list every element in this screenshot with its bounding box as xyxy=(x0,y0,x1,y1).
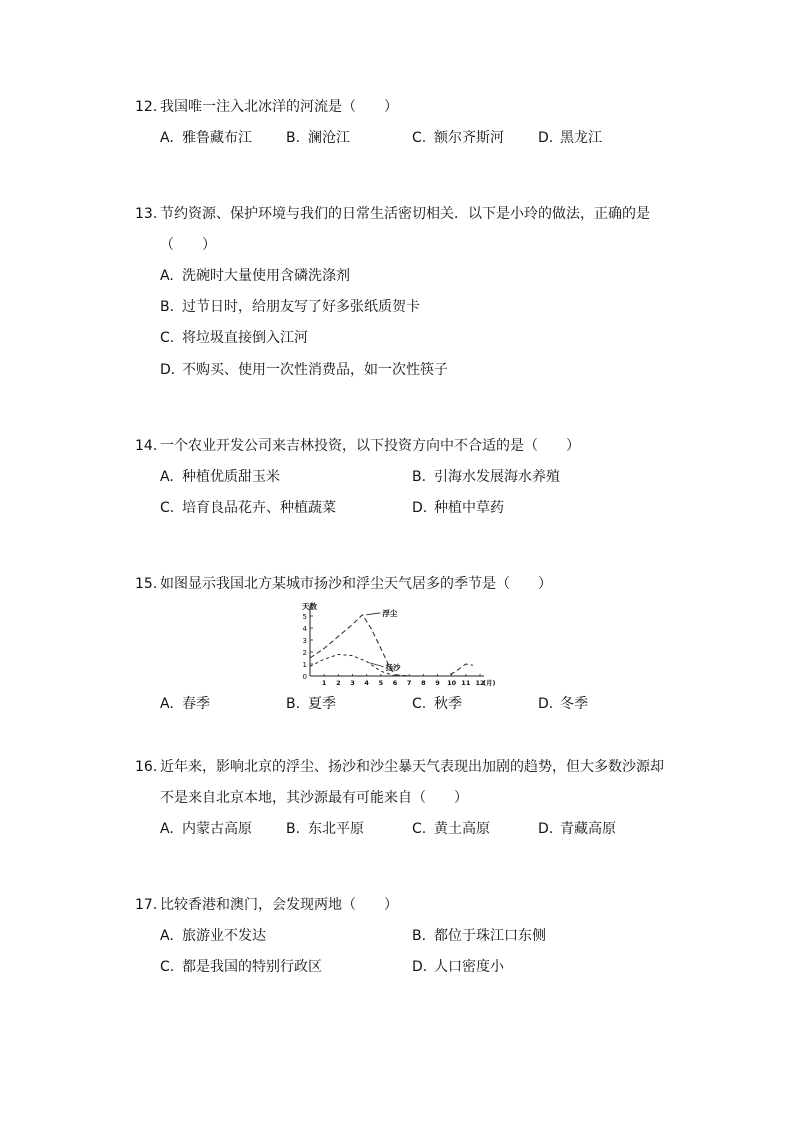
option-letter: A. xyxy=(160,268,174,284)
option-text: 都位于珠江口东侧 xyxy=(434,928,546,944)
question-16 xyxy=(135,757,664,777)
x-tick-label: 6 xyxy=(392,679,398,687)
option-a xyxy=(160,128,252,148)
option-text: 不购买、使用一次性消费品，如一次性筷子 xyxy=(182,362,448,378)
option-letter: D. xyxy=(160,362,176,378)
option-text: 东北平原 xyxy=(308,821,364,837)
question-text: 如图显示我国北方某城市扬沙和浮尘天气居多的季节是（ ） xyxy=(160,576,552,592)
option-letter: C. xyxy=(160,330,175,346)
option-text: 都是我国的特别行政区 xyxy=(182,959,322,975)
option-letter: A. xyxy=(160,928,174,944)
question-number: 12. xyxy=(135,99,158,115)
question-number: 15. xyxy=(135,576,158,592)
y-tick-label: 4 xyxy=(302,625,307,633)
question-12 xyxy=(135,97,398,117)
series-fuchen-pointer xyxy=(366,613,380,615)
question-13 xyxy=(135,204,650,224)
option-c xyxy=(412,819,490,839)
question-number: 16. xyxy=(135,759,158,775)
option-text: 雅鲁藏布江 xyxy=(182,130,252,146)
option-text: 额尔齐斯河 xyxy=(434,130,504,146)
option-text: 将垃圾直接倒入江河 xyxy=(182,330,308,346)
dust-weather-chart xyxy=(296,600,496,692)
option-a xyxy=(160,694,210,714)
option-text: 青藏高原 xyxy=(560,821,616,837)
option-letter: C. xyxy=(412,821,427,837)
option-text: 冬季 xyxy=(560,696,588,712)
question-number: 14. xyxy=(135,438,158,454)
y-tick-label: 2 xyxy=(302,649,307,657)
option-letter: A. xyxy=(160,821,174,837)
option-letter: C. xyxy=(160,500,175,516)
question-number: 13. xyxy=(135,206,158,222)
x-tick-label: 5 xyxy=(378,679,384,687)
option-letter: D. xyxy=(412,959,428,975)
option-d xyxy=(412,957,504,977)
option-text: 春季 xyxy=(182,696,210,712)
option-d xyxy=(538,128,602,148)
question-text: 一个农业开发公司来吉林投资，以下投资方向中不合适的是（ ） xyxy=(160,438,580,454)
option-letter: D. xyxy=(412,500,428,516)
option-text: 人口密度小 xyxy=(434,959,504,975)
question-number: 17. xyxy=(135,897,158,913)
option-letter: C. xyxy=(160,959,175,975)
option-text: 培育良品花卉、种植蔬菜 xyxy=(182,500,336,516)
option-a xyxy=(160,266,350,286)
question-14 xyxy=(135,436,580,456)
x-tick-label: 8 xyxy=(421,679,426,687)
option-letter: B. xyxy=(286,821,301,837)
question-text: 我国唯一注入北冰洋的河流是（ ） xyxy=(160,99,398,115)
option-letter: B. xyxy=(412,928,427,944)
option-a xyxy=(160,467,280,487)
y-axis-label: 天数 xyxy=(302,602,317,611)
option-letter: A. xyxy=(160,469,174,485)
x-axis-label: (月) xyxy=(483,679,496,687)
option-text: 黄土高原 xyxy=(434,821,490,837)
option-a xyxy=(160,926,266,946)
option-text: 夏季 xyxy=(308,696,336,712)
x-tick-label: 1 xyxy=(321,679,327,687)
series-fuchen-label: 浮尘 xyxy=(382,608,398,618)
x-tick-label: 11 xyxy=(461,679,471,687)
question-17 xyxy=(135,895,398,915)
option-c xyxy=(412,694,462,714)
option-letter: D. xyxy=(538,696,554,712)
option-b xyxy=(286,128,350,148)
x-tick-label: 12 xyxy=(475,679,485,687)
question-text-continued: 不是来自北京本地，其沙源最有可能来自（ ） xyxy=(160,790,468,806)
option-b xyxy=(412,926,546,946)
question-text: 比较香港和澳门，会发现两地（ ） xyxy=(160,897,398,913)
option-text: 种植中草药 xyxy=(434,500,504,516)
option-letter: C. xyxy=(412,696,427,712)
option-letter: A. xyxy=(160,696,174,712)
option-letter: B. xyxy=(286,696,301,712)
option-letter: B. xyxy=(160,299,175,315)
option-a xyxy=(160,819,252,839)
option-c xyxy=(412,128,504,148)
option-c xyxy=(160,957,322,977)
x-tick-label: 4 xyxy=(364,679,369,687)
option-letter: C. xyxy=(412,130,427,146)
option-letter: B. xyxy=(286,130,301,146)
option-text: 引海水发展海水养殖 xyxy=(434,469,560,485)
question-text: 近年来，影响北京的浮尘、扬沙和沙尘暴天气表现出加剧的趋势，但大多数沙源却 xyxy=(160,759,664,775)
option-text: 洗碗时大量使用含磷洗涤剂 xyxy=(182,268,350,284)
x-tick-label: 3 xyxy=(350,679,355,687)
option-d xyxy=(538,819,616,839)
option-letter: D. xyxy=(538,821,554,837)
option-c xyxy=(160,328,308,348)
option-letter: D. xyxy=(538,130,554,146)
option-text: 过节日时，给朋友写了好多张纸质贺卡 xyxy=(182,299,420,315)
option-text: 种植优质甜玉米 xyxy=(182,469,280,485)
option-c xyxy=(160,498,336,518)
y-tick-label: 5 xyxy=(302,613,307,621)
option-d xyxy=(538,694,588,714)
option-d xyxy=(412,498,504,518)
option-text: 秋季 xyxy=(434,696,462,712)
x-tick-label: 9 xyxy=(435,679,440,687)
question-15 xyxy=(135,574,552,594)
question-text-continued: （ ） xyxy=(160,237,216,253)
question-text: 节约资源、保护环境与我们的日常生活密切相关．以下是小玲的做法，正确的是 xyxy=(160,206,650,222)
option-letter: B. xyxy=(412,469,427,485)
option-text: 黑龙江 xyxy=(560,130,602,146)
x-tick-label: 7 xyxy=(406,679,412,687)
y-tick-label: 0 xyxy=(302,673,307,681)
option-b xyxy=(286,694,336,714)
option-b xyxy=(160,297,420,317)
option-letter: A. xyxy=(160,130,174,146)
option-d xyxy=(160,360,448,380)
option-text: 澜沧江 xyxy=(308,130,350,146)
x-tick-label: 2 xyxy=(336,679,341,687)
x-tick-label: 10 xyxy=(447,679,457,687)
option-text: 内蒙古高原 xyxy=(182,821,252,837)
y-tick-label: 3 xyxy=(302,637,307,645)
y-tick-label: 1 xyxy=(302,661,307,669)
option-b xyxy=(286,819,364,839)
series-yangsha-label: 扬沙 xyxy=(385,662,401,672)
option-text: 旅游业不发达 xyxy=(182,928,266,944)
option-b xyxy=(412,467,560,487)
